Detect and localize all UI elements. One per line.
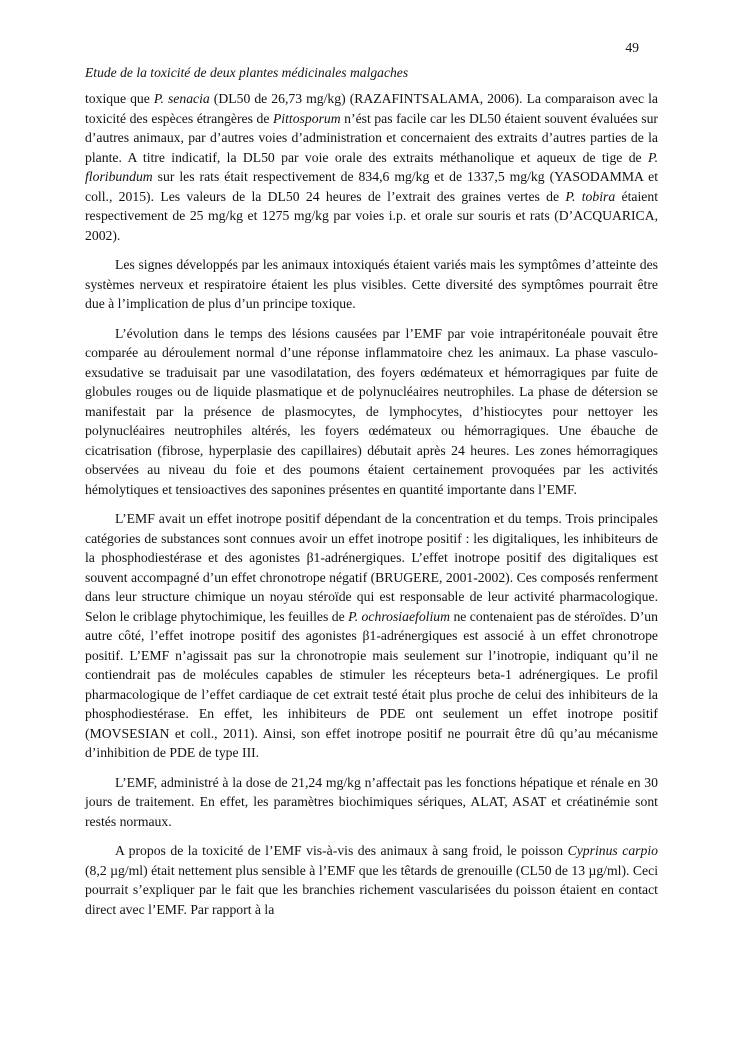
text-segment: L’évolution dans le temps des lésions causées par l’EMF par voie intrapéritonéale pouvait être comparée au déroulement normal d’une réponse inflammatoire chez les animaux. La phase vasculo-exsudative se traduisait par une vasodilatation, des foyers œdémateux et hémorragiques par fuite de globules rouges ou de liquide plasmatique et de polynucléaires neutrophiles. La phase de détersion se manifestait par la présence de plasmocytes, de lymphocytes, d’histiocytes pour nettoyer les polynucléaires neutrophiles altérés, les foyers œdémateux ou hémorragiques. Une ébauche de cicatrisation (fibrose, hyperplasie des capillaires) débutait après 24 heures. Les zones hémorragiques observées au niveau du foie et des poumons étaient certainement provoquées par les activités hémolytiques et tensioactives des saponines présentes en quantité importante dans l’EMF.: [85, 325, 658, 497]
paragraph-6: [85, 841, 658, 919]
species-name: P. ochrosiaefolium: [348, 608, 451, 624]
species-name: P. tobira: [565, 188, 616, 204]
text-segment: étaient respectivement de 25 mg/kg et 1275 mg/kg par voies i.p. et orale sur souris et rats (D’ACQUARICA, 2002).: [85, 188, 659, 243]
text-segment: toxique que: [85, 91, 154, 106]
species-name: Cyprinus carpio: [567, 843, 658, 858]
page-number: 49: [625, 40, 639, 55]
text-column: [85, 64, 658, 929]
running-header: Etude de la toxicité de deux plantes médicinales malgaches: [85, 65, 409, 80]
text-segment: L’EMF avait un effet inotrope positif dépendant de la concentration et du temps. Trois principales catégories de substances sont connues avoir un effet inotrope positif : les digitaliques, les inhibiteurs de la phosphodiestérase et des agonistes β1-adrénergiques. L’effet inotrope positif des digitaliques est souvent accompagné d’un effet chronotrope négatif (BRUGERE, 2001-2002). Ces composés renferment dans leur structure chimique un noyau stéroïde qui est responsable de leur activité pharmacologique. Selon le criblage phytochimique, les feuilles de: [85, 511, 658, 624]
text-segment: (8,2 µg/ml) était nettement plus sensible à l’EMF que les têtards de grenouille (CL50 de 13 µg/ml). Ceci pourrait s’expliquer par le fait que les branchies richement vascularisées du poisson étaient en contact direct avec l’EMF. Par rapport à la: [85, 862, 658, 917]
species-name: P. floribundum: [85, 149, 658, 184]
text-segment: n’ést pas facile car les DL50 étaient souvent évaluées sur d’autres animaux, par d’autres voies d’administration et concernaient des extraits d’autres parties de la plante. A titre indicatif, la DL50 par voie orale des extraits méthanolique et aqueux de tige de: [85, 110, 658, 165]
species-name: Pittosporum: [272, 110, 341, 126]
paragraph-1: [85, 89, 658, 245]
paragraph-4: [85, 509, 658, 763]
text-segment: sur les rats était respectivement de 834,6 mg/kg et de 1337,5 mg/kg (YASODAMMA et coll., 2015). Les valeurs de la DL50 24 heures de l’extrait des graines vertes de: [85, 169, 658, 204]
text-segment: ne contenaient pas de stéroïdes. D’un autre côté, l’effet inotrope positif des agonistes β1-adrénergiques est associé à un effet chronotrope positif. L’EMF n’agissait pas sur la chronotropie mais seulement sur l’inotropie, indiquant qu’il ne contiendrait pas de molécules capables de stimuler les récepteurs beta-1 adrénergiques. Le profil pharmacologique de l’effet cardiaque de cet extrait testé était plus proche de celui des inhibiteurs de la phosphodiestérase. En effet, les inhibiteurs de PDE ont seulement un effet inotrope positif (MOVSESIAN et coll., 2011). Ainsi, son effet inotrope positif ne pourrait être dû qu’au mécanisme d’inhibition de PDE de type III.: [85, 608, 658, 760]
paragraph-3: [85, 324, 658, 500]
text-segment: A propos de la toxicité de l’EMF vis-à-vis des animaux à sang froid, le poisson: [115, 843, 568, 858]
species-name: P. senacia: [153, 91, 210, 106]
paragraph-2: [85, 255, 658, 314]
paragraph-5: [85, 773, 658, 832]
text-segment: (DL50 de 26,73 mg/kg) (RAZAFINTSALAMA, 2006). La comparaison avec la toxicité des espèces étrangères de: [85, 91, 658, 126]
text-segment: Les signes développés par les animaux intoxiqués étaient variés mais les symptômes d’atteinte des systèmes nerveux et respiratoire étaient les plus visibles. Cette diversité des symptômes pourrait être due à l’implication de plus d’un principe toxique.: [85, 257, 658, 311]
text-segment: L’EMF, administré à la dose de 21,24 mg/kg n’affectait pas les fonctions hépatique et rénale en 30 jours de traitement. En effet, les paramètres biochimiques sériques, ALAT, ASAT et créatinémie sont restés normaux.: [85, 774, 658, 829]
